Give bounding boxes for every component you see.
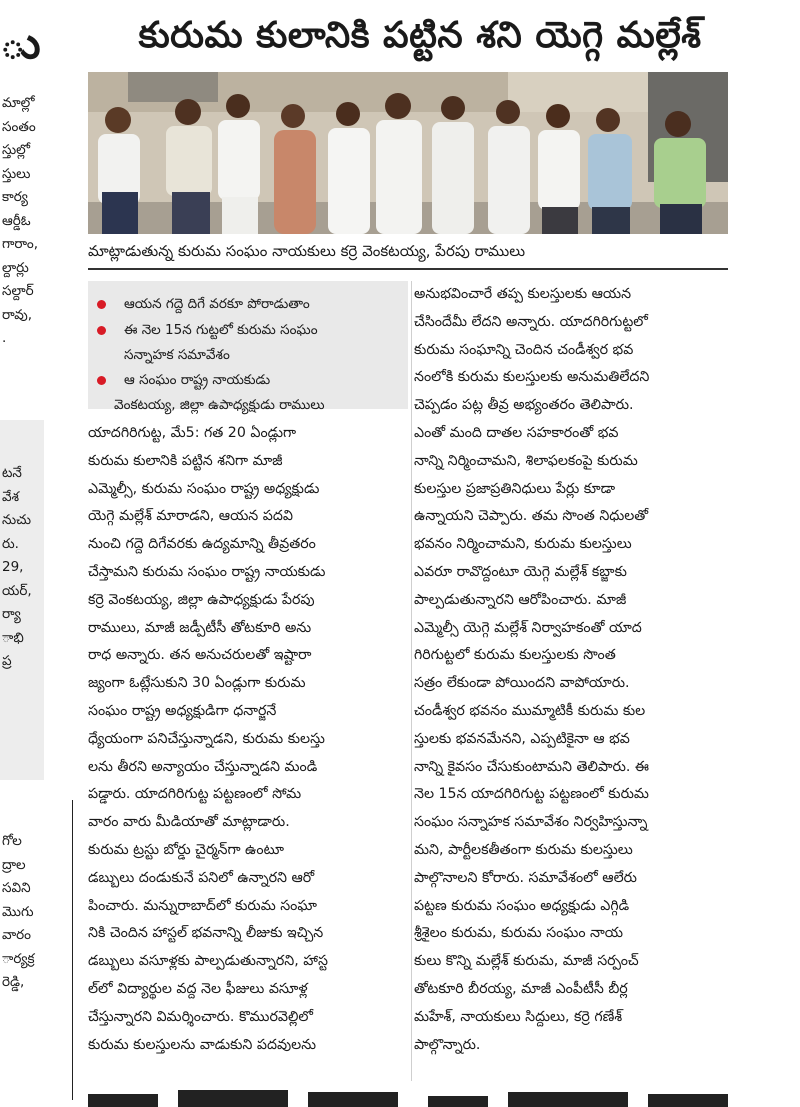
- body-line: వారం వారు మీడియాతో మాట్లాడారు.: [88, 814, 290, 831]
- highlight-text: ఆయన గద్దె దిగే వరకూ పోరాడుతాం: [124, 296, 310, 312]
- adjacent-text-line: వేశ: [2, 488, 20, 505]
- column-divider: [411, 281, 412, 1081]
- adjacent-text-line: రెడ్డి,: [2, 974, 25, 990]
- body-line: నంలోకి కురుమ కులస్తులకు అనుమతిలేదని: [414, 369, 650, 386]
- adjacent-text-line: టనే: [2, 465, 22, 481]
- caption-rule: [88, 268, 728, 270]
- body-line: నాన్ని నిర్మించామని, శిలాఫలకంపై కురుమ: [414, 452, 638, 469]
- adjacent-text-line: యర్,: [2, 582, 32, 599]
- body-line: చేసిందేమీ లేదని అన్నారు. యాదగిరిగుట్టలో: [414, 313, 648, 330]
- adjacent-text-top: [2, 92, 62, 351]
- body-line: చేస్తున్నారని విమర్శించారు. కొమురవెల్లిలో: [88, 1008, 313, 1025]
- body-line: కురుమ సంఘాన్ని చెందిన చండీశ్వర భవ: [414, 341, 634, 358]
- adjacent-text-line: కార్య: [2, 189, 28, 205]
- body-line: భవనం నిర్మించామని, కురుమ కులస్తులు: [414, 536, 632, 553]
- adjacent-text-line: వారం: [2, 927, 31, 943]
- body-line: పట్టణ కురుమ సంఘం అధ్యక్షుడు ఎగ్గిడి: [414, 897, 630, 914]
- adjacent-text-line: రు.: [2, 535, 19, 552]
- body-line: నెల 15న యాదగిరిగుట్ట పట్టణంలో కురుమ: [414, 786, 649, 803]
- adjacent-text-line: సవిని: [2, 880, 31, 896]
- body-line: నికి చెందిన హాస్టల్ భవనాన్ని లీజుకు ఇచ్చిన: [88, 925, 324, 942]
- body-line: సంఘం రాష్ట్ర అధ్యక్షుడిగా ధనార్జనే: [88, 702, 277, 719]
- body-line: కర్రె వెంకటయ్య, జిల్లా ఉపాధ్యక్షుడు పేరపు: [88, 591, 315, 608]
- body-line: డబ్బులు వసూళ్లకు పాల్పడుతున్నారని, హాస్ట: [88, 953, 328, 970]
- adjacent-text-line: సల్దార్: [2, 283, 34, 299]
- article-body-column-1: [88, 420, 410, 1059]
- body-line: రాములు, మాజీ జడ్పీటీసీ తోటకూరి అను: [88, 619, 312, 636]
- adjacent-text-line: మాల్లో: [2, 95, 35, 111]
- highlight-bullet-icon: [97, 300, 106, 309]
- adjacent-text-line: ాభి: [2, 629, 24, 646]
- body-line: ఎమ్మెల్సీ, కురుమ సంఘం రాష్ట్ర అధ్యక్షుడు: [88, 480, 320, 497]
- adjacent-text-line: ర్యా: [2, 606, 21, 622]
- adjacent-text-line: రావు,: [2, 306, 32, 323]
- adjacent-headline-fragment: ు: [0, 18, 41, 69]
- body-line: సత్రం లేకుండా పోయిందని వాపోయారు.: [414, 675, 630, 692]
- body-line: నాన్ని కైవసం చేసుకుంటామని తెలిపారు. ఈ: [414, 758, 649, 775]
- adjacent-text-line: గారాం,: [2, 236, 39, 252]
- body-line: యెగ్గె మల్లేశ్ మారాడని, ఆయన పదవి: [88, 508, 293, 525]
- body-line: పడ్డారు. యాదగిరిగుట్ట పట్టణంలో సోమ: [88, 786, 302, 803]
- adjacent-text-line: గోల: [2, 833, 22, 849]
- next-headline-fragment: [88, 1080, 738, 1107]
- adjacent-text-line: నుచు: [2, 512, 32, 528]
- photo-caption: మాట్లాడుతున్న కురుమ సంఘం నాయకులు కర్రె వెంకటయ్య, పేరపు రాములు: [88, 242, 526, 260]
- adjacent-text-line: ద్రాల: [2, 856, 26, 873]
- body-line: రాధ అన్నారు. తన అనుచరులతో ఇష్టారా: [88, 647, 312, 664]
- body-line: ఉన్నాయని చెప్పారు. తమ సొంత నిధులతో: [414, 508, 649, 525]
- body-line: అనుభవించారే తప్ప కులస్తులకు ఆయన: [414, 286, 632, 302]
- body-line: శ్రీశైలం కురుమ, కురుమ సంఘం నాయ: [414, 925, 624, 942]
- adjacent-text-line: ప్ర: [2, 653, 12, 669]
- adjacent-text-line: ార్యక్ర: [2, 950, 35, 967]
- article-body-column-2: [414, 281, 734, 1059]
- adjacent-text-line: స్తుల్లో: [2, 142, 31, 158]
- body-line: పాల్పడుతున్నారని ఆరోపించారు. మాజీ: [414, 591, 627, 608]
- body-line: జ్యంగా ఓట్లేసుకుని 30 ఏండ్లుగా కురుమ: [88, 675, 306, 692]
- highlight-bullet-icon: [97, 326, 106, 335]
- body-line: ఎవరూ రావొద్దంటూ యెగ్గె మల్లేశ్ కబ్జాకు: [414, 563, 627, 580]
- body-line: కులస్తుల ప్రజాప్రతినిధులు పేర్లు కూడా: [414, 480, 616, 497]
- body-line: తోటకూరి బీరయ్య, మాజీ ఎంపీటీసీ బీర్ల: [414, 980, 628, 997]
- adjacent-text-line: .: [2, 330, 7, 346]
- highlight-text: సన్నాహక సమావేశం: [124, 347, 230, 363]
- adjacent-text-line: స్తులు: [2, 165, 31, 182]
- adjacent-text-bottom: [2, 830, 62, 995]
- body-line: లను తీరని అన్యాయం చేస్తున్నాడని మండి: [88, 758, 318, 775]
- body-line: సంఘం సన్నాహక సమావేశం నిర్వహిస్తున్నా: [414, 814, 648, 831]
- body-line: యాదగిరిగుట్ట, మే5: గత 20 ఏండ్లుగా: [88, 425, 297, 441]
- body-line: చేస్తామని కురుమ సంఘం రాష్ట్ర నాయకుడు: [88, 563, 326, 580]
- article-headline: కురుమ కులానికి పట్టిన శని యెగ్గె మల్లేశ్: [138, 15, 702, 56]
- body-line: గిరిగుట్టలో కురుమ కులస్తులకు సొంత: [414, 647, 616, 664]
- adjacent-text-mid: [2, 462, 62, 674]
- body-line: నుంచి గద్దె దిగేవరకు ఉద్యమాన్ని తీవ్రతరం: [88, 536, 316, 553]
- highlight-text: ఈ నెల 15న గుట్టలో కురుమ సంఘం: [124, 322, 318, 338]
- highlight-bullet-icon: [97, 376, 106, 385]
- body-line: ధ్యేయంగా పనిచేస్తున్నాడని, కురుమ కులస్తు: [88, 730, 325, 747]
- highlight-text: వెంకటయ్య, జిల్లా ఉపాధ్యక్షుడు రాములు: [114, 397, 325, 413]
- body-line: మహేశ్, నాయకులు సిద్దులు, కర్రె గణేశ్: [414, 1008, 623, 1025]
- adjacent-text-line: మొగు: [2, 903, 34, 920]
- body-line: స్తులకు భవనమేనని, ఎప్పటికైనా ఆ భవ: [414, 730, 630, 747]
- body-line: కులు కొన్ని మల్లేశ్ కురుమ, మాజీ సర్పంచ్: [414, 953, 639, 970]
- body-line: డబ్బులు దండుకునే పనిలో ఉన్నారని ఆరో: [88, 869, 315, 886]
- adjacent-text-line: ల్దార్లు: [2, 259, 29, 276]
- body-line: మని, పార్టీలకతీతంగా కురుమ కులస్తులు: [414, 841, 633, 858]
- article-photo: [88, 72, 728, 234]
- body-line: కురుమ కులానికి పట్టిన శనిగా మాజీ: [88, 452, 283, 469]
- body-line: ఎమ్మెల్సీ యెగ్గె మల్లేశ్ నిర్వాహకంతో యాద: [414, 619, 642, 636]
- body-line: చెప్పడం పట్ల తీవ్ర అభ్యంతరం తెలిపారు.: [414, 397, 634, 414]
- adjacent-text-line: సంతం: [2, 118, 36, 135]
- column-rule: [72, 800, 73, 1100]
- body-line: చండీశ్వర భవనం ముమ్మాటికీ కురుమ కుల: [414, 702, 646, 719]
- body-line: కురుమ ట్రస్టు బోర్డు చైర్మన్‌గా ఉంటూ: [88, 841, 285, 858]
- body-line: పాల్గొనాలని కోరారు. సమావేశంలో ఆలేరు: [414, 869, 637, 886]
- adjacent-article-fragment: [0, 0, 62, 1107]
- body-line: పాల్గొన్నారు.: [414, 1036, 481, 1053]
- body-line: ఎంతో మంది దాతల సహకారంతో భవ: [414, 424, 619, 441]
- highlight-text: ఆ సంఘం రాష్ట్ర నాయకుడు: [124, 372, 271, 388]
- adjacent-text-line: ఆర్డీఓ: [2, 212, 31, 229]
- adjacent-text-line: 29,: [2, 559, 24, 575]
- body-line: ల్‌లో విద్యార్థుల వద్ద నెల ఫీజులు వసూళ్ల: [88, 980, 308, 997]
- body-line: కురుమ కులస్తులను వాడుకుని పదవులను: [88, 1036, 317, 1053]
- body-line: పించారు. మన్నురాబాద్‌లో కురుమ సంఘా: [88, 897, 317, 914]
